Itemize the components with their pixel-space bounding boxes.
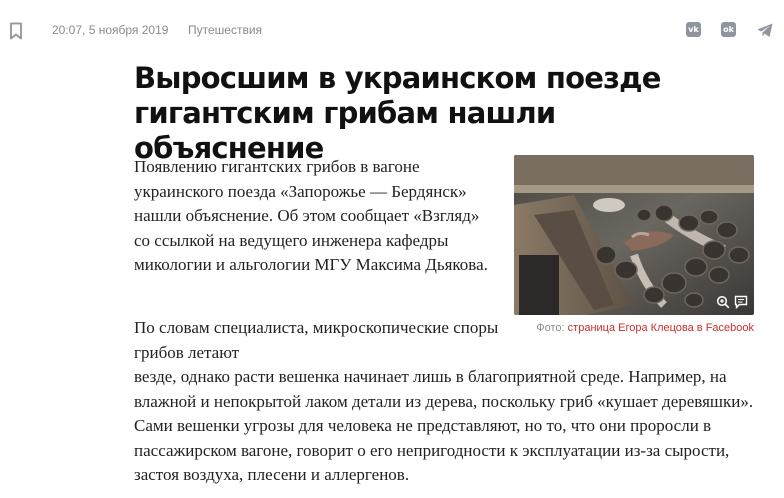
photo-controls (716, 295, 748, 309)
paragraph-2-full-lines: везде, однако расти вешенка начинает лишь в благоприятной среде. Например, на влажной и непокрытой лаком детали из дерева, поскольку гриб «кушает деревяшки». Сами вешенки угрозы для человека не представляют, но то, что они проросли в пассажирском вагоне, говорит о его непригодности к эксплуатации из-за сырости, застоя воздуха, плесени и аллергенов. (134, 367, 754, 484)
category-link[interactable]: Путешествия (188, 23, 263, 37)
caption-source-link[interactable]: страница Егора Клецова в Facebook (567, 322, 754, 334)
bookmark-icon[interactable] (9, 22, 23, 40)
article-photo[interactable] (514, 155, 754, 315)
article-header-bar (0, 0, 784, 62)
ok-icon[interactable]: ok (721, 21, 739, 39)
photo-image (514, 155, 754, 315)
vk-icon[interactable]: vk (686, 21, 704, 39)
mushroom-photo (514, 155, 754, 315)
caption-prefix: Фото: (536, 322, 568, 334)
publish-time: 20:07, 5 ноября 2019 (52, 23, 169, 37)
zoom-icon[interactable] (716, 295, 730, 309)
paragraph-2 (134, 316, 758, 488)
article-title: Выросшим в украинском поезде гигантским грибам нашли объяснение (134, 61, 661, 165)
comment-icon[interactable] (734, 295, 748, 309)
paragraph-1: Появлению гигантских грибов в вагоне украинского поезда «Запорожье — Бердянск» нашли объяснение. Об этом сообщает «Взгляд» со ссылкой на ведущего инженера кафедры микологии и альгологии МГУ Максима Дьякова. (134, 157, 488, 274)
paragraph-2-wrapped-lines: По словам специалиста, микроскопические споры грибов летают (134, 318, 499, 362)
telegram-icon[interactable] (756, 21, 774, 39)
